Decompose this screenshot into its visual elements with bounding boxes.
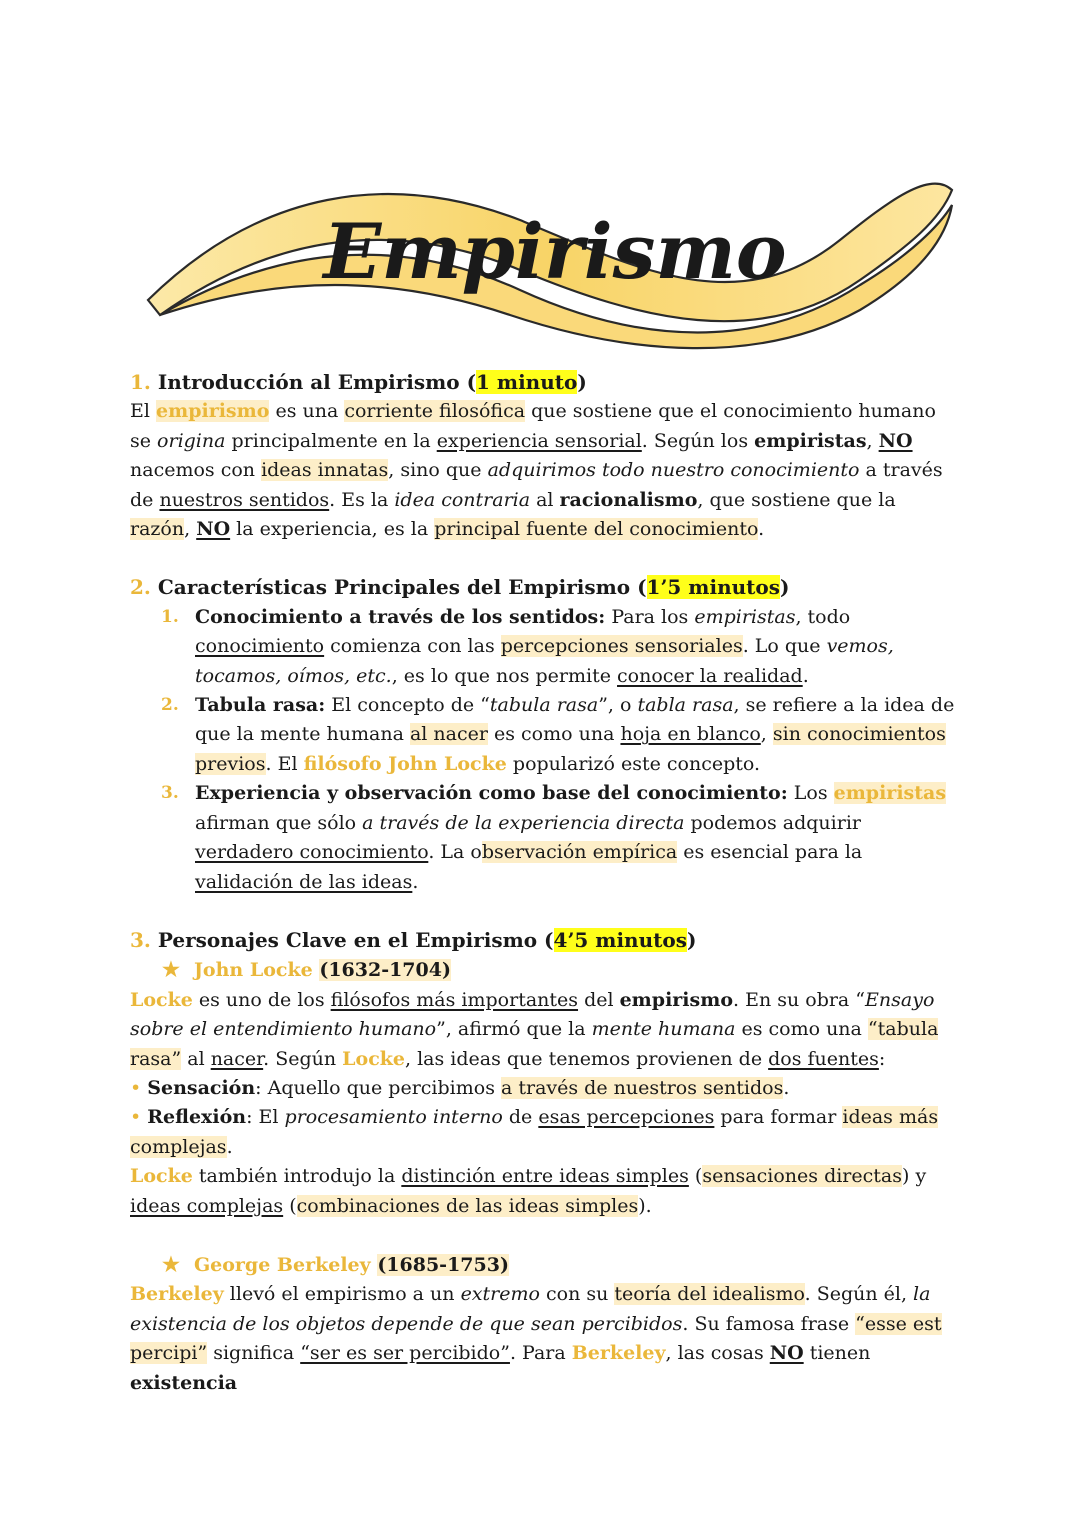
locke-heading: ★ John Locke (1632-1704) <box>162 957 451 982</box>
berkeley-paragraph: Berkeley llevó el empirismo a un extremo con su teoría del idealismo. Según él, la existencia de los objetos depende de que sean percibidos. Su famosa frase “esse est percipi” significa “ser es ser percibido”. Para Berkeley, las cosas NO tienen existencia <box>130 1283 942 1394</box>
section-2-list <box>130 603 960 897</box>
bullet-icon: • <box>130 1076 142 1099</box>
locke-bullet-sensacion: • Sensación: Aquello que percibimos a través de nuestros sentidos. <box>130 1076 790 1099</box>
section-1-heading: 1. Introducción al Empirismo (1 minuto) <box>130 370 587 394</box>
locke-bullet-reflexion: • Reflexión: El procesamiento interno de esas percepciones para formar ideas más complejas. <box>130 1106 939 1158</box>
section-2-heading: 2. Características Principales del Empirismo (1’5 minutos) <box>130 575 790 600</box>
list-item: 3. Experiencia y observación como base del conocimiento: Los empiristas afirman que sólo a través de la experiencia directa podemos adquirir verdadero conocimiento. La observación empírica es esencial para la validación de las ideas. <box>161 782 947 893</box>
list-item: 2. Tabula rasa: El concepto de “tabula rasa”, o tabla rasa, se refiere a la idea de que la mente humana al nacer es como una hoja en blanco, sin conocimientos previos. El filósofo John Locke popularizó este concepto. <box>161 694 955 775</box>
star-icon: ★ <box>162 957 180 982</box>
section-3-heading: 3. Personajes Clave en el Empirismo (4’5 minutos) <box>130 927 697 952</box>
locke-paragraph-2: Locke también introdujo la distinción entre ideas simples (sensaciones directas) y ideas complejas (combinaciones de las ideas simples). <box>130 1165 927 1217</box>
bullet-icon: • <box>130 1106 142 1129</box>
title-banner <box>140 150 955 350</box>
berkeley-heading: ★ George Berkeley (1685-1753) <box>162 1251 509 1276</box>
banner-title: Empirismo <box>323 207 787 296</box>
star-icon: ★ <box>162 1251 180 1276</box>
locke-paragraph: Locke es uno de los filósofos más importantes del empirismo. En su obra “Ensayo sobre el entendimiento humano”, afirmó que la mente humana es como una “tabula rasa” al nacer. Según Locke, las ideas que tenemos provienen de dos fuentes: <box>130 988 939 1070</box>
section-1-paragraph: El empirismo es una corriente filosófica que sostiene que el conocimiento humano se origina principalmente en la experiencia sensorial. Según los empiristas, NO nacemos con ideas innatas, sino que adquirimos todo nuestro conocimiento a través de nuestros sentidos. Es la idea contraria al racionalismo, que sostiene que la razón, NO la experiencia, es la principal fuente del conocimiento. <box>130 400 943 541</box>
document-body <box>130 368 960 1398</box>
list-item: 1. Conocimiento a través de los sentidos: Para los empiristas, todo conocimiento comienza con las percepciones sensoriales. Lo que vemos, tocamos, oímos, etc., es lo que nos permite conocer la realidad. <box>161 605 894 687</box>
